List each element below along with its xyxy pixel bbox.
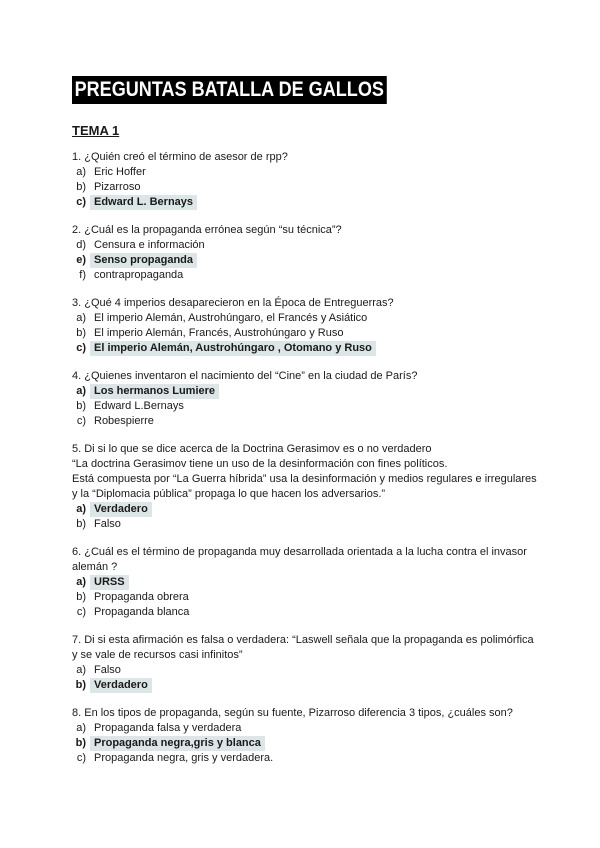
question-text: 6. ¿Cuál es el término de propaganda muy desarrollada orientada a la lucha contra el invasor alemán ? <box>72 546 527 573</box>
answer-options <box>72 575 542 620</box>
answer-option <box>72 311 542 326</box>
answer-text: Robespierre <box>94 415 154 427</box>
answer-options <box>72 238 542 283</box>
answer-option-row <box>90 606 189 618</box>
question-item <box>72 223 542 283</box>
answer-letter: f) <box>79 269 86 281</box>
answer-option-row <box>90 752 273 764</box>
answer-option <box>72 517 542 532</box>
answer-option <box>72 721 542 736</box>
answer-option-row <box>90 166 146 178</box>
question-text: 4. ¿Quienes inventaron el nacimiento del “Cine” en la ciudad de París? <box>72 370 418 382</box>
answer-letter: c) <box>76 342 86 354</box>
answer-option <box>72 180 542 195</box>
answer-option-row <box>90 518 121 530</box>
section-heading: TEMA 1 <box>72 123 120 138</box>
answer-options <box>72 663 542 693</box>
answer-options <box>72 502 542 532</box>
answer-text: Propaganda negra, gris y verdadera. <box>94 752 274 764</box>
answer-option-row <box>90 181 140 193</box>
answer-option <box>72 238 542 253</box>
question-text: 5. Di si lo que se dice acerca de la Doctrina Gerasimov es o no verdadero “La doctrina Gerasimov tiene un uso de la desinformación con fines políticos. Está compuesta por “La Guerra híbrida” usa la desinformación y medios regulares e irregulares y la “Diplomacia pública” propaga lo que hacen los adversarios.” <box>72 443 537 500</box>
answer-option-correct <box>72 341 542 356</box>
answer-option-row <box>90 384 219 399</box>
answer-options <box>72 311 542 356</box>
answer-option-row <box>90 312 367 324</box>
answer-letter: e) <box>76 254 86 266</box>
answer-text: Los hermanos Lumiere <box>94 385 216 397</box>
answer-letter: b) <box>76 518 86 530</box>
answer-option <box>72 165 542 180</box>
answer-letter: c) <box>76 606 86 618</box>
question-item <box>72 633 542 693</box>
question-item <box>72 150 542 210</box>
answer-text: El imperio Alemán, Austrohúngaro, el Francés y Asiático <box>94 312 368 324</box>
answer-options <box>72 165 542 210</box>
question-item <box>72 706 542 766</box>
answer-text: Verdadero <box>94 503 148 515</box>
answer-options <box>72 721 542 766</box>
answer-text: Edward L. Bernays <box>94 196 194 208</box>
answer-option <box>72 751 542 766</box>
answer-letter: b) <box>75 679 86 691</box>
answer-text: contrapropaganda <box>94 269 184 281</box>
answer-option <box>72 414 542 429</box>
answer-text: Pizarroso <box>94 181 141 193</box>
answer-option-row <box>90 327 343 339</box>
answer-text: Propaganda falsa y verdadera <box>94 722 242 734</box>
answer-option-row <box>90 415 154 427</box>
question-list <box>72 150 542 779</box>
answer-option-correct <box>72 384 542 399</box>
answer-letter: b) <box>76 400 86 412</box>
answer-text: El imperio Alemán, Francés, Austrohúngaro y Ruso <box>94 327 344 339</box>
answer-text: Eric Hoffer <box>94 166 146 178</box>
question-item <box>72 296 542 356</box>
answer-option-correct <box>72 575 542 590</box>
question-text: 1. ¿Quién creó el término de asesor de rpp? <box>72 151 288 163</box>
answer-option-correct <box>72 253 542 268</box>
answer-option <box>72 605 542 620</box>
answer-option-row <box>90 253 197 268</box>
answer-option-row <box>90 575 129 590</box>
answer-letter: c) <box>76 752 86 764</box>
answer-letter: b) <box>76 591 86 603</box>
answer-option-correct <box>72 678 542 693</box>
answer-option-row <box>90 239 205 251</box>
answer-option <box>72 663 542 678</box>
answer-letter: b) <box>76 327 86 339</box>
question-text: 8. En los tipos de propaganda, según su fuente, Pizarroso diferencia 3 tipos, ¿cuáles son? <box>72 707 513 719</box>
answer-letter: b) <box>76 181 86 193</box>
answer-option-row <box>90 269 183 281</box>
answer-letter: b) <box>75 737 86 749</box>
answer-option <box>72 268 542 283</box>
answer-letter: a) <box>76 576 86 588</box>
answer-option-row <box>90 664 121 676</box>
answer-option <box>72 590 542 605</box>
answer-option-row <box>90 502 152 517</box>
answer-options <box>72 384 542 429</box>
answer-text: Propaganda obrera <box>94 591 189 603</box>
answer-text: URSS <box>94 576 125 588</box>
question-item <box>72 369 542 429</box>
answer-letter: d) <box>76 239 86 251</box>
answer-text: Verdadero <box>94 679 148 691</box>
answer-option-correct <box>72 502 542 517</box>
document-title: PREGUNTAS BATALLA DE GALLOS <box>72 76 387 104</box>
answer-option-correct <box>72 736 542 751</box>
answer-letter: a) <box>76 385 86 397</box>
answer-letter: a) <box>76 312 86 324</box>
answer-text: Falso <box>94 518 121 530</box>
answer-text: El imperio Alemán, Austrohúngaro , Otomano y Ruso <box>94 342 372 354</box>
answer-option-row <box>90 722 241 734</box>
answer-option-row <box>90 195 197 210</box>
question-text: 3. ¿Qué 4 imperios desaparecieron en la Época de Entreguerras? <box>72 297 394 309</box>
question-text: 7. Di si esta afirmación es falsa o verdadera: “Laswell señala que la propaganda es polimórfica y se vale de recursos casi infinitos” <box>72 634 534 661</box>
answer-letter: a) <box>76 166 86 178</box>
answer-letter: a) <box>76 664 86 676</box>
question-item <box>72 442 542 532</box>
answer-option-row <box>90 591 189 603</box>
answer-letter: a) <box>76 722 86 734</box>
answer-option-row <box>90 341 376 356</box>
answer-option-row <box>90 400 184 412</box>
question-item <box>72 545 542 620</box>
answer-text: Falso <box>94 664 121 676</box>
answer-option <box>72 326 542 341</box>
answer-option <box>72 399 542 414</box>
answer-text: Censura e información <box>94 239 205 251</box>
answer-letter: c) <box>76 415 86 427</box>
answer-option-correct <box>72 195 542 210</box>
answer-letter: a) <box>76 503 86 515</box>
answer-option-row <box>90 736 265 751</box>
answer-text: Edward L.Bernays <box>94 400 184 412</box>
answer-text: Propaganda blanca <box>94 606 190 618</box>
answer-option-row <box>90 678 152 693</box>
answer-text: Propaganda negra,gris y blanca <box>94 737 261 749</box>
answer-letter: c) <box>76 196 86 208</box>
question-text: 2. ¿Cuál es la propaganda errónea según “su técnica”? <box>72 224 342 236</box>
answer-text: Senso propaganda <box>94 254 194 266</box>
